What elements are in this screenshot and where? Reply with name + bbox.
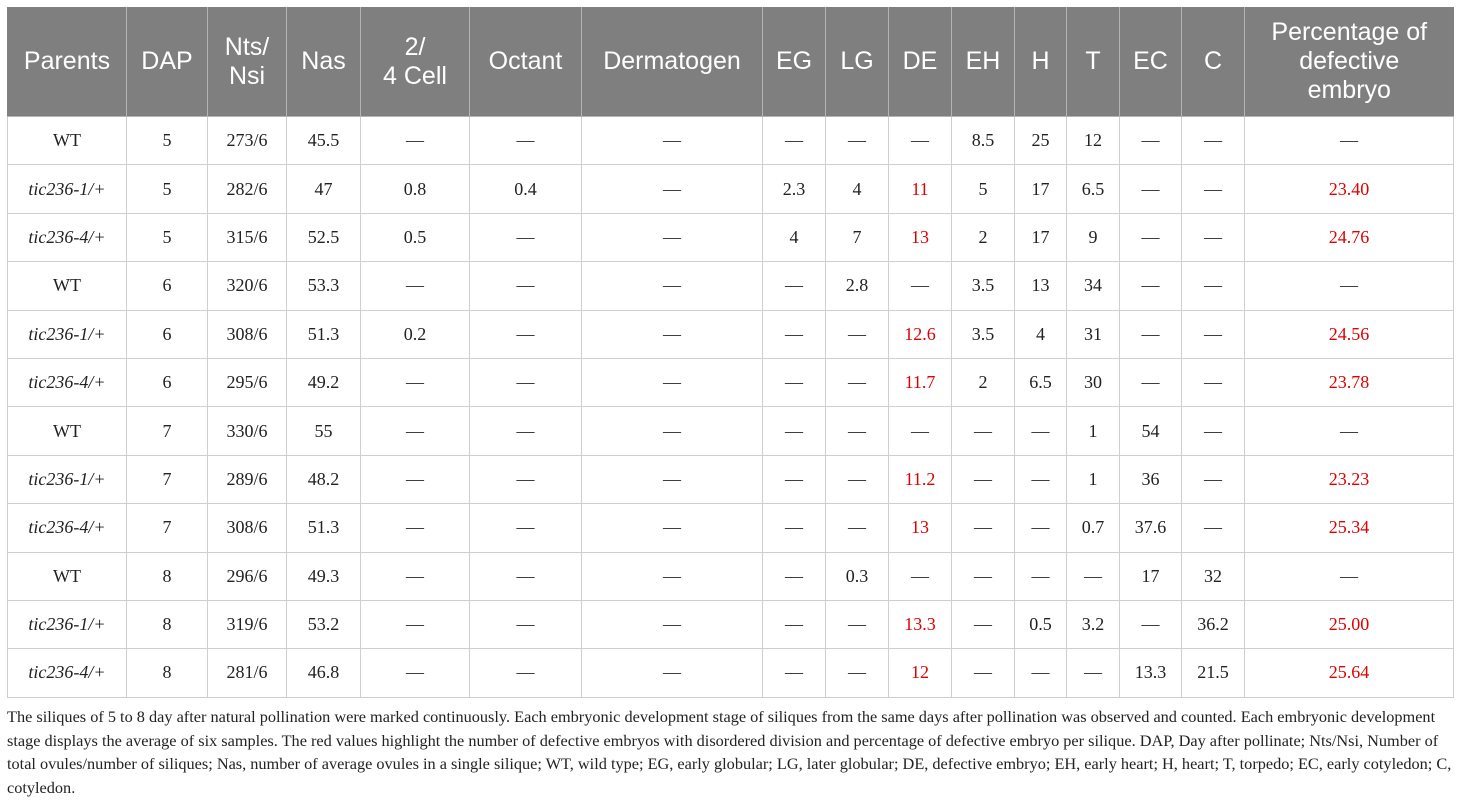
table-cell: 24.76: [1245, 213, 1454, 261]
column-header: Dermatogen: [582, 7, 763, 117]
table-cell: 0.5: [361, 213, 470, 261]
table-row: [8, 358, 1454, 406]
table-cell: 4: [763, 213, 826, 261]
parent-cell: tic236-4/+: [8, 358, 127, 406]
table-cell: 30: [1067, 358, 1120, 406]
table-cell: 281/6: [208, 649, 287, 697]
table-cell: —: [1182, 310, 1245, 358]
parent-cell: tic236-4/+: [8, 504, 127, 552]
table-cell: 11.7: [889, 358, 952, 406]
column-header: EG: [763, 7, 826, 117]
table-cell: —: [1182, 165, 1245, 213]
table-cell: —: [826, 649, 889, 697]
table-cell: 55: [287, 407, 361, 455]
table-cell: 34: [1067, 262, 1120, 310]
table-cell: —: [826, 600, 889, 648]
table-cell: —: [1182, 117, 1245, 165]
parent-cell: tic236-1/+: [8, 455, 127, 503]
table-cell: 12: [1067, 117, 1120, 165]
table-cell: 8: [127, 649, 208, 697]
table-cell: 282/6: [208, 165, 287, 213]
table-cell: —: [361, 262, 470, 310]
table-cell: —: [470, 552, 582, 600]
table-cell: —: [582, 407, 763, 455]
table-cell: 4: [1015, 310, 1067, 358]
table-cell: —: [582, 213, 763, 261]
table-cell: 23.78: [1245, 358, 1454, 406]
table-cell: 7: [127, 407, 208, 455]
table-cell: 13: [889, 504, 952, 552]
table-cell: —: [952, 649, 1015, 697]
table-cell: 7: [127, 504, 208, 552]
table-cell: —: [582, 552, 763, 600]
table-cell: —: [470, 117, 582, 165]
table-cell: 54: [1120, 407, 1182, 455]
parent-cell: tic236-1/+: [8, 600, 127, 648]
table-cell: —: [470, 455, 582, 503]
table-cell: —: [952, 504, 1015, 552]
table-cell: —: [1182, 262, 1245, 310]
column-header: Nas: [287, 7, 361, 117]
table-cell: —: [1182, 213, 1245, 261]
table-cell: 25.64: [1245, 649, 1454, 697]
table-cell: —: [361, 358, 470, 406]
parent-cell: WT: [8, 262, 127, 310]
column-header: Octant: [470, 7, 582, 117]
table-cell: —: [763, 117, 826, 165]
table-cell: —: [582, 600, 763, 648]
table-cell: 12.6: [889, 310, 952, 358]
table-cell: 47: [287, 165, 361, 213]
table-cell: 53.3: [287, 262, 361, 310]
table-cell: 1: [1067, 455, 1120, 503]
table-cell: 7: [826, 213, 889, 261]
table-cell: 289/6: [208, 455, 287, 503]
table-row: [8, 649, 1454, 697]
parent-cell: tic236-1/+: [8, 165, 127, 213]
table-cell: 46.8: [287, 649, 361, 697]
table-cell: 2: [952, 358, 1015, 406]
table-cell: 13: [1015, 262, 1067, 310]
table-cell: 13.3: [1120, 649, 1182, 697]
embryo-development-table: [7, 7, 1454, 698]
table-cell: —: [1182, 358, 1245, 406]
table-cell: 0.2: [361, 310, 470, 358]
parent-cell: WT: [8, 552, 127, 600]
table-cell: 21.5: [1182, 649, 1245, 697]
table-cell: 7: [127, 455, 208, 503]
table-cell: —: [582, 117, 763, 165]
table-cell: —: [826, 407, 889, 455]
table-cell: 3.5: [952, 262, 1015, 310]
table-cell: 5: [127, 213, 208, 261]
table-cell: 23.40: [1245, 165, 1454, 213]
table-cell: —: [582, 649, 763, 697]
table-cell: —: [826, 455, 889, 503]
table-cell: —: [1120, 600, 1182, 648]
table-cell: 315/6: [208, 213, 287, 261]
table-cell: —: [826, 504, 889, 552]
table-cell: —: [763, 358, 826, 406]
column-header: 2/ 4 Cell: [361, 7, 470, 117]
table-cell: 5: [127, 117, 208, 165]
table-cell: 319/6: [208, 600, 287, 648]
table-cell: —: [1015, 504, 1067, 552]
table-footnote: The siliques of 5 to 8 day after natural pollination were marked continuously. Each embryonic development stage of siliques from the same days after pollination was observed and counted. Each embryonic development stage displays the average of six samples. The red values highlight the number of defective embryos with disordered division and percentage of defective embryo per silique. DAP, Day after pollinate; Nts/Nsi, Number of total ovules/number of siliques; Nas, number of average ovules in a single silique; WT, wild type; EG, early globular; LG, later globular; DE, defective embryo; EH, early heart; H, heart; T, torpedo; EC, early cotyledon; C, cotyledon.: [7, 707, 1452, 797]
table-cell: 3.5: [952, 310, 1015, 358]
table-cell: 0.5: [1015, 600, 1067, 648]
table-cell: —: [952, 600, 1015, 648]
table-cell: 17: [1015, 213, 1067, 261]
table-cell: —: [1120, 165, 1182, 213]
parent-cell: tic236-1/+: [8, 310, 127, 358]
table-cell: 37.6: [1120, 504, 1182, 552]
table-row: [8, 213, 1454, 261]
table-cell: —: [1120, 358, 1182, 406]
table-cell: 51.3: [287, 310, 361, 358]
table-row: [8, 165, 1454, 213]
table-cell: 6: [127, 358, 208, 406]
table-cell: —: [470, 310, 582, 358]
table-cell: 51.3: [287, 504, 361, 552]
table-cell: 49.2: [287, 358, 361, 406]
table-cell: 2.3: [763, 165, 826, 213]
table-header-row: [8, 7, 1454, 117]
table-cell: 0.8: [361, 165, 470, 213]
table-row: [8, 117, 1454, 165]
table-cell: —: [582, 262, 763, 310]
table-cell: —: [1120, 310, 1182, 358]
table-cell: —: [826, 117, 889, 165]
table-cell: —: [1120, 262, 1182, 310]
table-cell: 13.3: [889, 600, 952, 648]
column-header: C: [1182, 7, 1245, 117]
table-cell: 32: [1182, 552, 1245, 600]
table-cell: —: [361, 117, 470, 165]
column-header: EH: [952, 7, 1015, 117]
table-cell: —: [1245, 552, 1454, 600]
table-cell: 8: [127, 552, 208, 600]
parent-cell: WT: [8, 407, 127, 455]
table-cell: 0.7: [1067, 504, 1120, 552]
table-cell: 13: [889, 213, 952, 261]
table-cell: 0.3: [826, 552, 889, 600]
table-cell: 12: [889, 649, 952, 697]
table-cell: —: [582, 310, 763, 358]
column-header: T: [1067, 7, 1120, 117]
table-cell: —: [1067, 649, 1120, 697]
table-cell: —: [1182, 504, 1245, 552]
table-cell: —: [361, 649, 470, 697]
column-header: Parents: [8, 7, 127, 117]
table-cell: —: [361, 504, 470, 552]
table-cell: —: [763, 310, 826, 358]
parent-cell: tic236-4/+: [8, 649, 127, 697]
table-cell: 295/6: [208, 358, 287, 406]
table-cell: 308/6: [208, 504, 287, 552]
table-cell: —: [582, 504, 763, 552]
table-cell: 49.3: [287, 552, 361, 600]
table-cell: 53.2: [287, 600, 361, 648]
table-cell: 3.2: [1067, 600, 1120, 648]
table-cell: 320/6: [208, 262, 287, 310]
table-cell: 36.2: [1182, 600, 1245, 648]
table-cell: 308/6: [208, 310, 287, 358]
column-header: DAP: [127, 7, 208, 117]
table-cell: 5: [127, 165, 208, 213]
table-cell: 2: [952, 213, 1015, 261]
table-cell: —: [826, 358, 889, 406]
table-cell: —: [582, 358, 763, 406]
table-cell: —: [361, 407, 470, 455]
table-row: [8, 600, 1454, 648]
table-cell: 6: [127, 310, 208, 358]
table-cell: —: [1182, 455, 1245, 503]
table-cell: 6.5: [1015, 358, 1067, 406]
table-cell: —: [1245, 262, 1454, 310]
table-cell: 1: [1067, 407, 1120, 455]
table-cell: 48.2: [287, 455, 361, 503]
table-cell: 31: [1067, 310, 1120, 358]
table-cell: 25: [1015, 117, 1067, 165]
table-cell: —: [1245, 407, 1454, 455]
table-cell: —: [470, 213, 582, 261]
table-cell: —: [361, 600, 470, 648]
column-header: LG: [826, 7, 889, 117]
table-cell: 4: [826, 165, 889, 213]
table-cell: 25.00: [1245, 600, 1454, 648]
table-cell: —: [1015, 649, 1067, 697]
table-cell: 8.5: [952, 117, 1015, 165]
column-header: Percentage of defective embryo: [1245, 7, 1454, 117]
table-cell: —: [582, 165, 763, 213]
table-cell: —: [763, 649, 826, 697]
table-cell: —: [361, 552, 470, 600]
table-cell: —: [889, 407, 952, 455]
table-container: [7, 7, 1453, 698]
table-cell: —: [470, 358, 582, 406]
table-cell: 2.8: [826, 262, 889, 310]
table-cell: 17: [1120, 552, 1182, 600]
table-cell: —: [582, 455, 763, 503]
table-cell: 11: [889, 165, 952, 213]
table-cell: 17: [1015, 165, 1067, 213]
table-row: [8, 504, 1454, 552]
column-header: Nts/ Nsi: [208, 7, 287, 117]
table-cell: 330/6: [208, 407, 287, 455]
table-cell: —: [952, 455, 1015, 503]
table-row: [8, 455, 1454, 503]
table-cell: —: [470, 407, 582, 455]
table-cell: 5: [952, 165, 1015, 213]
column-header: DE: [889, 7, 952, 117]
table-cell: —: [470, 504, 582, 552]
table-cell: —: [361, 455, 470, 503]
table-row: [8, 310, 1454, 358]
table-cell: —: [826, 310, 889, 358]
parent-cell: WT: [8, 117, 127, 165]
table-cell: 11.2: [889, 455, 952, 503]
table-cell: —: [1182, 407, 1245, 455]
table-cell: —: [1067, 552, 1120, 600]
table-cell: —: [763, 407, 826, 455]
table-body: [8, 117, 1454, 698]
table-cell: —: [1015, 455, 1067, 503]
table-cell: 6: [127, 262, 208, 310]
table-cell: 0.4: [470, 165, 582, 213]
table-cell: 23.23: [1245, 455, 1454, 503]
table-cell: —: [952, 407, 1015, 455]
table-cell: 9: [1067, 213, 1120, 261]
table-cell: —: [470, 262, 582, 310]
table-row: [8, 407, 1454, 455]
table-cell: 296/6: [208, 552, 287, 600]
table-cell: —: [763, 552, 826, 600]
column-header: EC: [1120, 7, 1182, 117]
table-cell: —: [763, 504, 826, 552]
table-cell: —: [889, 117, 952, 165]
parent-cell: tic236-4/+: [8, 213, 127, 261]
table-cell: —: [763, 262, 826, 310]
table-cell: —: [889, 262, 952, 310]
table-cell: 36: [1120, 455, 1182, 503]
table-cell: 24.56: [1245, 310, 1454, 358]
table-cell: —: [889, 552, 952, 600]
table-cell: —: [1245, 117, 1454, 165]
table-cell: —: [1120, 213, 1182, 261]
table-cell: —: [763, 455, 826, 503]
table-cell: 52.5: [287, 213, 361, 261]
table-cell: 45.5: [287, 117, 361, 165]
column-header: H: [1015, 7, 1067, 117]
table-cell: —: [952, 552, 1015, 600]
table-cell: 25.34: [1245, 504, 1454, 552]
table-cell: 6.5: [1067, 165, 1120, 213]
table-row: [8, 262, 1454, 310]
table-cell: 273/6: [208, 117, 287, 165]
table-cell: 8: [127, 600, 208, 648]
table-row: [8, 552, 1454, 600]
table-cell: —: [470, 600, 582, 648]
table-cell: —: [1015, 552, 1067, 600]
table-cell: —: [1015, 407, 1067, 455]
table-cell: —: [763, 600, 826, 648]
table-cell: —: [470, 649, 582, 697]
table-cell: —: [1120, 117, 1182, 165]
